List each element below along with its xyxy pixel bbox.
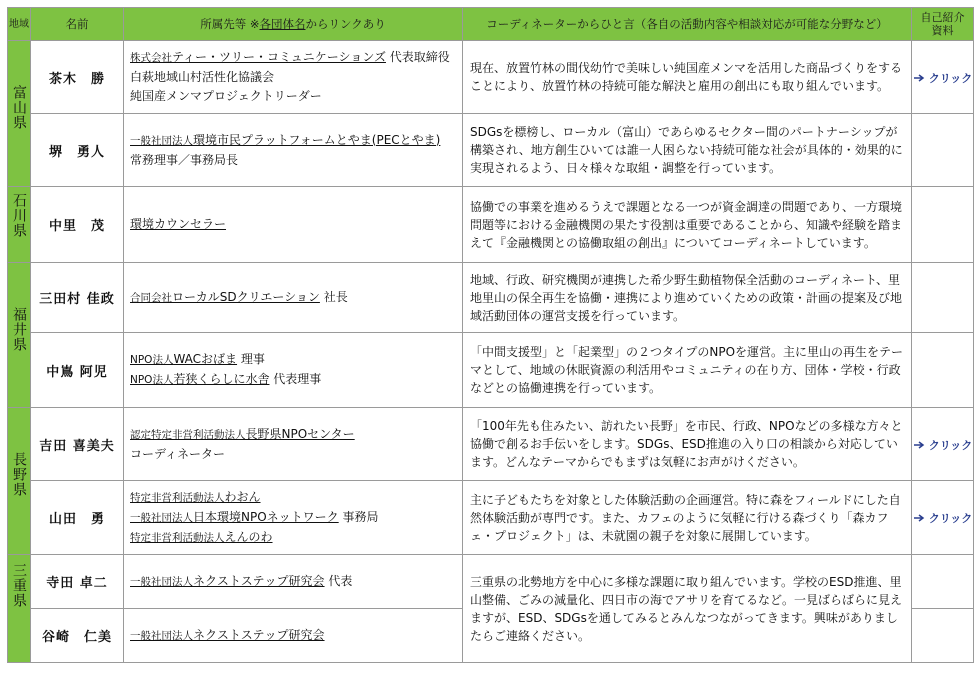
org-type-link[interactable]: 認定特定非営利活動法人 [130,428,246,441]
comment-cell: SDGsを標榜し、ローカル（富山）であらゆるセクター間のパートナーシップが構築され、地方創生ひいては誰一人困らない持続可能な社会が具体的・効果的に実現されるよう、日々様々な取組・調整を行っています。 [463,114,912,187]
org-link[interactable]: 環境市民プラットフォームとやま(PECとやま) [193,132,441,147]
intro-cell [912,408,974,481]
org-type-link[interactable]: 特定非営利活動法人 [130,491,225,504]
intro-cell [912,609,974,663]
table-row [8,333,974,408]
org-type-link[interactable]: NPO法人 [130,374,174,386]
org-type-link[interactable]: 合同会社 [130,291,172,304]
intro-cell [912,555,974,609]
table-row [8,187,974,263]
org-link[interactable]: WACおばま [173,352,238,366]
region-fukui: 福井県 [8,263,31,408]
header-affiliation: 所属先等 ※各団体名からリンクあり [124,8,463,41]
arrow-icon [913,73,927,83]
org-type-link[interactable]: 一般社団法人 [130,629,193,642]
affiliation-cell: NPO法人WACおばま 理事 NPO法人若狭くらしに水舎 代表理事 [124,333,463,408]
coordinator-name: 茶木 勝 [31,41,124,114]
org-link[interactable]: ネクストステップ研究会 [193,573,325,588]
header-intro: 自己紹介 資料 [912,8,974,41]
intro-cell [912,41,974,114]
org-type-link[interactable]: 特定非営利活動法人 [130,531,225,544]
comment-cell: 協働での事業を進めるうえで課題となる一つが資金調達の問題であり、一方環境問題等における金融機関の果たす役割は重要であることから、知識や経験を踏まえて『金融機関との協働取組の創出』についてコーディネートしています。 [463,187,912,263]
intro-cell [912,263,974,333]
org-type-link[interactable]: NPO法人 [130,354,174,366]
click-link[interactable]: クリック [913,70,973,86]
coordinator-name: 吉田 喜美夫 [31,408,124,481]
table-row [8,481,974,555]
comment-cell: 主に子どもたちを対象とした体験活動の企画運営。特に森をフィールドにした自然体験活動が専門です。また、カフェのように気軽に行ける森づくり「森カフェ・プロジェクト」は、未就園の親子を対象に展開しています。 [463,481,912,555]
arrow-icon [913,440,927,450]
table-row [8,555,974,609]
arrow-icon [913,513,927,523]
org-link[interactable]: ティー・ツリー・コミュニケーションズ [172,50,386,64]
click-link[interactable]: クリック [913,510,973,526]
table-row [8,408,974,481]
coordinator-name: 堺 勇人 [31,114,124,187]
comment-cell: 「中間支援型」と「起業型」の２つタイプのNPOを運営。主に里山の再生をテーマとして、地域の休眠資源の利活用やコミュニティの在り方、団体・学校・行政などとの協働連携を行っています。 [463,333,912,408]
comment-cell: 三重県の北勢地方を中心に多様な課題に取り組んでいます。学校のESD推進、里山整備、ごみの減量化、四日市の海でアサリを育てるなど。一見ばらばらに見えますが、ESD、SDGsを通してみるとみんなつながってきます。興味がありましたらご連絡ください。 [463,555,912,663]
org-link[interactable]: 若狭くらしに水舎 [173,372,270,386]
region-nagano: 長野県 [8,408,31,555]
coordinator-table [7,7,974,663]
org-link[interactable]: ネクストステップ研究会 [193,627,325,642]
comment-cell: 現在、放置竹林の間伐幼竹で美味しい純国産メンマを活用した商品づくりをすることにより、放置竹林の持続可能な解決と雇用の創出にも取り組んでいます。 [463,41,912,114]
region-mie: 三重県 [8,555,31,663]
intro-cell [912,333,974,408]
coordinator-name: 山田 勇 [31,481,124,555]
intro-cell [912,187,974,263]
org-type-link[interactable]: 一般社団法人 [130,134,193,147]
org-type-link[interactable]: 一般社団法人 [130,575,193,588]
affiliation-cell: 特定非営利活動法人わおん 一般社団法人日本環境NPOネットワーク 事務局 特定非営利活動法人えんのわ [124,481,463,555]
affiliation-cell: 一般社団法人ネクストステップ研究会 代表 [124,555,463,609]
table-row [8,41,974,114]
org-link[interactable]: ローカルSDクリエーション [172,289,320,304]
region-ishikawa: 石川県 [8,187,31,263]
org-type-link[interactable]: 株式会社 [130,52,172,64]
org-type-link[interactable]: 一般社団法人 [130,511,193,524]
comment-cell: 「100年先も住みたい、訪れたい長野」を市民、行政、NPOなどの多様な方々と協働で創るお手伝いをします。SDGs、ESD推進の入り口の相談から対応しています。どんなテーマからでもまずは気軽にお声がけください。 [463,408,912,481]
affiliation-cell [124,609,463,663]
org-link[interactable]: 環境カウンセラー [130,217,227,231]
coordinator-name: 中嶌 阿児 [31,333,124,408]
header-row [8,8,974,41]
header-name: 名前 [31,8,124,41]
org-link[interactable]: 長野県NPOセンター [245,426,355,441]
table-row [8,114,974,187]
intro-cell [912,481,974,555]
region-toyama: 富山県 [8,41,31,187]
org-link[interactable]: 日本環境NPOネットワーク [193,509,339,524]
org-link[interactable]: えんのわ [224,529,273,544]
affiliation-cell [124,187,463,263]
table-row [8,263,974,333]
coordinator-name: 谷崎 仁美 [31,609,124,663]
coordinator-name: 三田村 佳政 [31,263,124,333]
org-link[interactable]: わおん [224,489,261,504]
affiliation-cell: 一般社団法人環境市民プラットフォームとやま(PECとやま) 常務理事／事務局長 [124,114,463,187]
header-comment: コーディネーターからひと言（各自の活動内容や相談対応が可能な分野など） [463,8,912,41]
affiliation-cell: 株式会社ティー・ツリー・コミュニケーションズ 代表取締役 白萩地域山村活性化協議会 純国産メンマプロジェクトリーダー [124,41,463,114]
comment-cell: 地域、行政、研究機関が連携した希少野生動植物保全活動のコーディネート、里地里山の保全再生を協働・連携により進めていくための政策・計画の提案及び地域活動団体の運営支援を行っています。 [463,263,912,333]
header-region: 地域 [8,8,31,41]
affiliation-cell: 合同会社ローカルSDクリエーション 社長 [124,263,463,333]
intro-cell [912,114,974,187]
click-link[interactable]: クリック [913,437,973,453]
affiliation-cell: 認定特定非営利活動法人長野県NPOセンター コーディネーター [124,408,463,481]
coordinator-name: 寺田 卓二 [31,555,124,609]
coordinator-name: 中里 茂 [31,187,124,263]
